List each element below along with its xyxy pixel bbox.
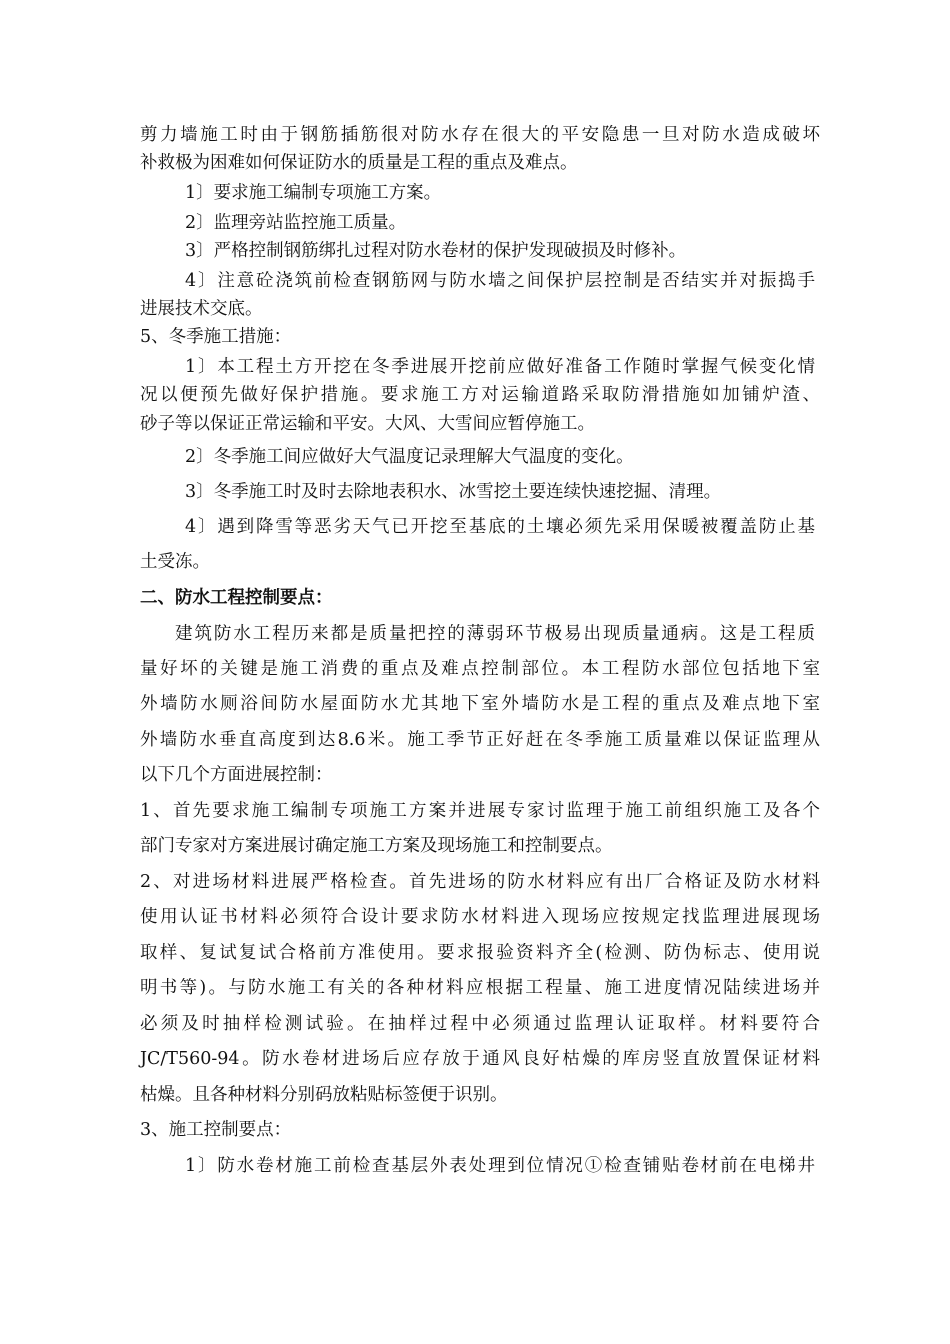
list-item-4: 4〕注意砼浇筑前检查钢筋网与防水墙之间保护层控制是否结实并对振捣手 <box>185 271 815 291</box>
list-item-1: 1〕本工程土方开挖在冬季进展开挖前应做好准备工作随时掌握气候变化情 <box>185 357 815 377</box>
list-item-1: 1〕防水卷材施工前检查基层外表处理到位情况①检查铺贴卷材前在电梯井 <box>185 1156 815 1176</box>
body-text-line: 部门专家对方案进展讨确定施工方案及现场施工和控制要点。 <box>140 836 613 856</box>
body-text-line: 外墙防水垂直高度到达8.6米。施工季节正好赶在冬季施工质量难以保证监理从 <box>140 730 820 750</box>
body-text-line: 补救极为困难如何保证防水的质量是工程的重点及难点。 <box>140 153 578 173</box>
body-text-line: 外墙防水厕浴间防水屋面防水尤其地下室外墙防水是工程的重点及难点地下室 <box>140 694 820 714</box>
body-text-line: 取样、复试复试合格前方准使用。要求报验资料齐全(检测、防伪标志、使用说 <box>140 943 820 963</box>
body-text-line: 砂子等以保证正常运输和平安。大风、大雪间应暂停施工。 <box>140 414 595 434</box>
list-item-4: 4〕遇到降雪等恶劣天气已开挖至基底的土壤必须先采用保暖被覆盖防止基 <box>185 517 815 537</box>
body-text-line: 况以便预先做好保护措施。要求施工方对运输道路采取防滑措施如加铺炉渣、 <box>140 385 820 405</box>
numbered-item-2: 2、对进场材料进展严格检查。首先进场的防水材料应有出厂合格证及防水材料 <box>140 872 820 892</box>
list-item-2: 2〕冬季施工间应做好大气温度记录理解大气温度的变化。 <box>185 447 634 467</box>
body-text-line: 必须及时抽样检测试验。在抽样过程中必须通过监理认证取样。材料要符合 <box>140 1014 820 1034</box>
body-text-line: JC/T560-94。防水卷材进场后应存放于通风良好枯燥的库房竖直放置保证材料 <box>140 1049 820 1069</box>
body-text-line: 明书等)。与防水施工有关的各种材料应根据工程量、施工进度情况陆续进场并 <box>140 978 820 998</box>
body-text-line: 以下几个方面进展控制： <box>140 765 333 785</box>
list-item-3: 3〕严格控制钢筋绑扎过程对防水卷材的保护发现破损及时修补。 <box>185 241 687 261</box>
body-text-line: 量好坏的关键是施工消费的重点及难点控制部位。本工程防水部位包括地下室 <box>140 659 820 679</box>
body-text-line: 剪力墙施工时由于钢筋插筋很对防水存在很大的平安隐患一旦对防水造成破坏 <box>140 125 820 145</box>
body-text-line: 使用认证书材料必须符合设计要求防水材料进入现场应按规定找监理进展现场 <box>140 907 820 927</box>
paragraph-start: 建筑防水工程历来都是质量把控的薄弱环节极易出现质量通病。这是工程质 <box>175 624 815 644</box>
chapter-heading: 二、防水工程控制要点： <box>140 588 333 608</box>
body-text-line: 进展技术交底。 <box>140 299 263 319</box>
numbered-item-1: 1、首先要求施工编制专项施工方案并进展专家讨监理于施工前组织施工及各个 <box>140 801 820 821</box>
numbered-item-3: 3、施工控制要点： <box>140 1120 292 1140</box>
list-item-3: 3〕冬季施工时及时去除地表积水、冰雪挖土要连续快速挖掘、清理。 <box>185 482 722 502</box>
body-text-line: 土受冻。 <box>140 552 210 572</box>
section-heading: 5、冬季施工措施： <box>140 327 292 347</box>
body-text-line: 枯燥。且各种材料分别码放粘贴标签便于识别。 <box>140 1085 508 1105</box>
list-item-2: 2〕监理旁站监控施工质量。 <box>185 213 407 233</box>
list-item-1: 1〕要求施工编制专项施工方案。 <box>185 183 442 203</box>
